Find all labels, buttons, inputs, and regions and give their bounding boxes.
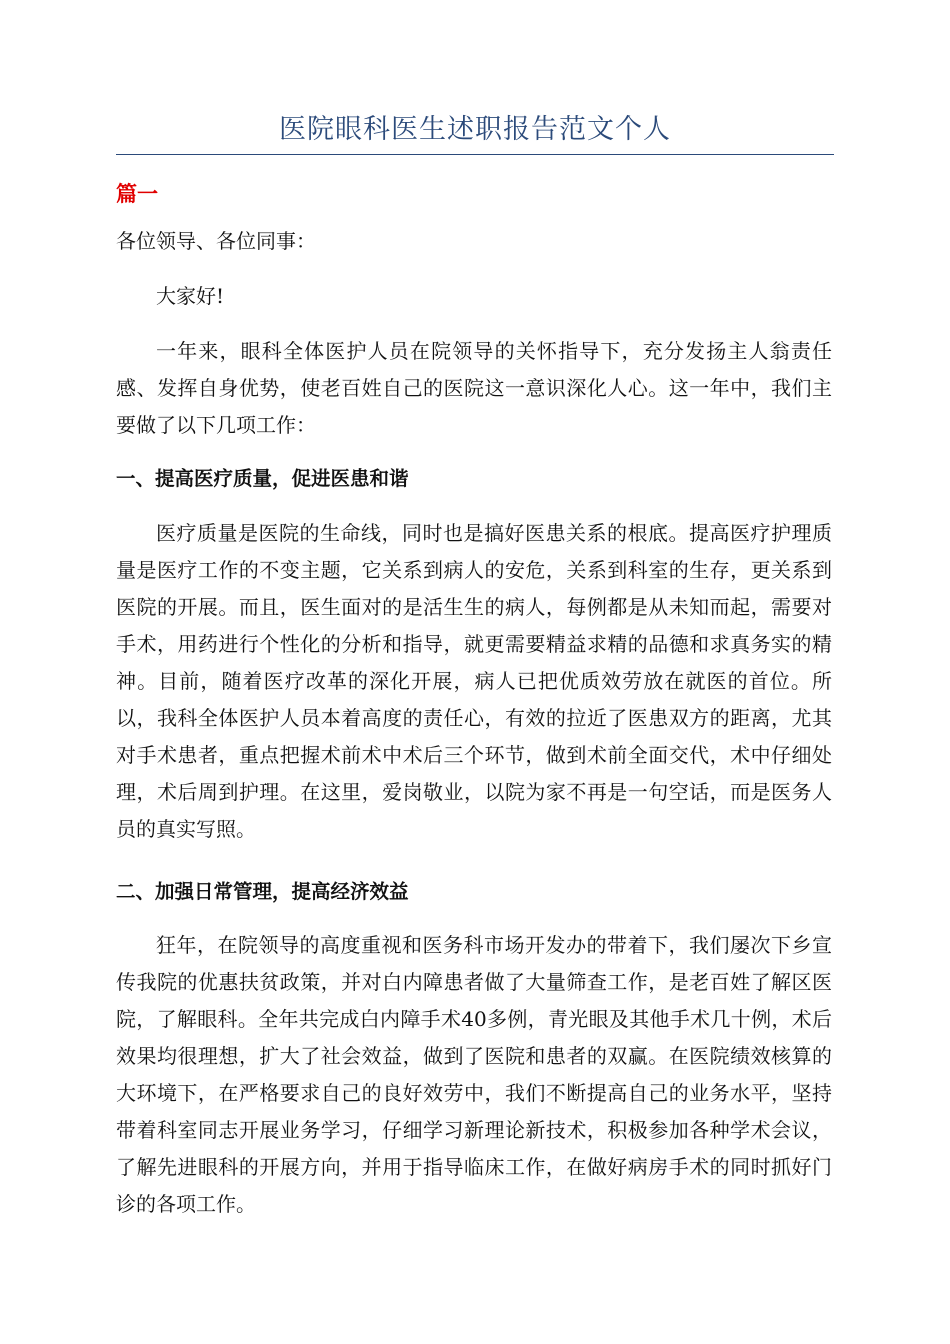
title-underline — [116, 154, 834, 155]
section-label: 篇一 — [116, 182, 158, 206]
document-title: 医院眼科医生述职报告范文个人 — [279, 114, 671, 145]
paragraph-management: 狂年，在院领导的高度重视和医务科市场开发办的带着下，我们屡次下乡宣传我院的优惠扶贫政策，并对白内障患者做了大量筛查工作，是老百姓了解区医院，了解眼科。全年共完成白内障手术40多例，青光眼及其他手术几十例，术后效果均很理想，扩大了社会效益，做到了医院和患者的双赢。在医院绩效核算的大环境下，在严格要求自己的良好效劳中，我们不断提高自己的业务水平，坚持带着科室同志开展业务学习，仔细学习新理论新技术，积极参加各种学术会议，了解先进眼科的开展方向，并用于指导临床工作，在做好病房手术的同时抓好门诊的各项工作。 — [116, 933, 832, 1216]
salutation: 各位领导、各位同事： — [116, 229, 316, 253]
heading-management: 二、加强日常管理，提高经济效益 — [116, 880, 409, 903]
paragraph-quality: 医疗质量是医院的生命线，同时也是搞好医患关系的根底。提高医疗护理质量是医疗工作的不变主题，它关系到病人的安危，关系到科室的生存，更关系到医院的开展。而且，医生面对的是活生生的病人，每例都是从未知而起，需要对手术，用药进行个性化的分析和指导，就更需要精益求精的品德和求真务实的精神。目前，随着医疗改革的深化开展，病人已把优质效劳放在就医的首位。所以，我科全体医护人员本着高度的责任心，有效的拉近了医患双方的距离，尤其对手术患者，重点把握术前术中术后三个环节，做到术前全面交代，术中仔细处理，术后周到护理。在这里，爱岗敬业，以院为家不再是一句空话，而是医务人员的真实写照。 — [116, 521, 832, 841]
heading-quality: 一、提高医疗质量，促进医患和谐 — [116, 467, 409, 490]
greeting: 大家好! — [156, 284, 225, 308]
intro-paragraph: 一年来，眼科全体医护人员在院领导的关怀指导下，充分发扬主人翁责任感、发挥自身优势，使老百姓自己的医院这一意识深化人心。这一年中，我们主要做了以下几项工作： — [116, 339, 832, 437]
